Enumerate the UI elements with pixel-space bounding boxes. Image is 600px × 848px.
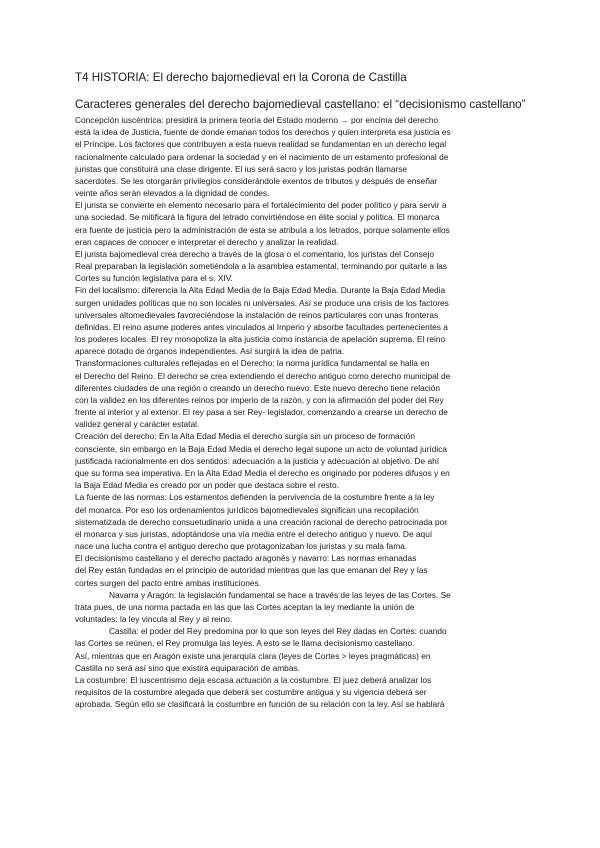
text-line: justificada racionalmente en dos sentidos: adecuación a la justicia y adecuación al objetivo. De ahí (75, 455, 440, 466)
text-line: sistematizada de derecho consuetudinario unida a una creación racional de derecho patrocinada por (75, 516, 448, 527)
text-line: era fuente de justicia pero la administración de esta se atribuía a los letrados, porque solamente ellos (75, 224, 450, 235)
text-line: diferentes ciudades de una región o creando un derecho nuevo. Este nuevo derecho tiene relación (75, 382, 441, 393)
text-line: aprobada. Según ello se clasificará la costumbre en función de su relación con la ley. Así se hablará (75, 699, 445, 710)
text-line: Transformaciones culturales reflejadas en el Derecho: la norma jurídica fundamental se halla en (75, 358, 430, 369)
text-line: juristas que constituirá una clase dirigente. El ius será sacro y los juristas podrán llamarse (75, 163, 408, 174)
text-line: Real preparaban la legislación sometiéndola a la asamblea estamental, terminando por quitarle a las (75, 261, 447, 272)
text-line: Así, mientras que en Aragón existe una jerarquía clara (leyes de Cortes > leyes pragmáticas) en (75, 650, 431, 661)
text-line: los poderes locales. El rey monopoliza la alta justicia como instancia de apelación suprema. El reino (75, 334, 446, 345)
text-line: una sociedad. Se mitificará la figura del letrado convirtiéndose en élite social y política. El monarca (75, 212, 440, 223)
body-text (75, 114, 527, 710)
text-line: surgen unidades políticas que no son locales ni universales. Así se produce una crisis de los factores (75, 297, 449, 308)
text-line: El decisionismo castellano y el derecho pactado aragonés y navarro: Las normas emanadas (75, 553, 417, 564)
text-line: el Príncipe. Los factores que contribuyen a esta nueva realidad se fundamentan en un derecho legal (75, 139, 447, 150)
text-line: Castilla no será así sino que existirá equiparación de ambas. (75, 662, 300, 673)
text-line: Creación del derecho: En la Alta Edad Media el derecho surgía sin un proceso de formación (75, 431, 415, 442)
text-line: del monarca. Por eso los ordenamientos jurídicos bajomedievales significan una recopilación (75, 504, 419, 515)
text-line: Navarra y Aragón: la legislación fundamental se hace a través de las leyes de las Cortes. Se (109, 589, 451, 600)
text-line: El jurista bajomedieval crea derecho a través de la glosa o el comentario, los juristas del Consejo (75, 248, 434, 259)
text-line: El jurista se convierte en elemento necesario para el fortalecimiento del poder político y para servir a (75, 200, 447, 211)
text-line: veinte años serán elevados a la dignidad de condes. (75, 188, 270, 199)
text-line: consciente, sin embargo en la Baja Edad Media el derecho legal supone un acto de voluntad jurídica (75, 443, 448, 454)
text-line: las Cortes se reúnen, el Rey promulga las leyes. A esto se le llama decisionismo castellano. (75, 638, 415, 649)
text-line: del Rey están fundadas en el principio de autoridad mientras que las que emanan del Rey y las (75, 565, 428, 576)
text-line: Fin del localismo: diferencia la Alta Edad Media de la Baja Edad Media. Durante la Baja Edad Media (75, 285, 446, 296)
text-line: voluntades: la ley vincula al Rey y al reino. (75, 614, 233, 625)
text-line: aparece dotado de órganos independientes. Así surgirá la idea de patria. (75, 346, 345, 357)
text-line: el Derecho del Reino. El derecho se crea extendiendo el derecho antiguo como derecho municipal de (75, 370, 451, 381)
text-line: universales altomedievales favoreciéndose la instalación de reinos particulares con unas fronteras (75, 309, 439, 320)
text-line: está la idea de Justicia, fuente de donde emanan todos los derechos y quien interpreta esa justicia es (75, 127, 451, 138)
text-line: cortes surgen del pacto entre ambas instituciones. (75, 577, 261, 588)
text-line: La fuente de las normas: Los estamentos defienden la pervivencia de la costumbre frente a la ley (75, 492, 435, 503)
text-line: racionalmente calculado para ordenar la sociedad y en el nacimiento de un estamento profesional de (75, 151, 449, 162)
section-heading: Caracteres generales del derecho bajomedieval castellano: el “decisionismo castellano” (75, 98, 526, 111)
text-line: frente al interior y al exterior. El rey pasa a ser Rey- legislador, comenzando a crearse un derecho de (75, 407, 448, 418)
text-line: Cortes su función legislativa para el s. XIV. (75, 273, 233, 284)
text-line: trata pues, de una norma pactada en las que las Cortes aceptan la ley mediante la unión de (75, 601, 415, 612)
text-line: definidas. El reino asume poderes antes vinculados al Imperio y absorbe facultades pertenecientes a (75, 321, 448, 332)
text-line: la Baja Edad Media es creado por un poder que destaca sobre el resto. (75, 480, 339, 491)
text-line: eran capaces de conocer e interpretar el derecho y analizar la realidad. (75, 236, 339, 247)
text-line: que su forma sea imperativa. En la Alta Edad Media el derecho es originado por poderes difusos y en (75, 467, 450, 478)
text-line: validez general y carácter estatal. (75, 419, 200, 430)
text-line: nace una lucha contra el antiguo derecho que protagonizaban los juristas y su mala fama. (75, 541, 408, 552)
document-title: T4 HISTORIA: El derecho bajomedieval en la Corona de Castilla (75, 71, 407, 84)
text-line: sacerdotes. Se les otorgarán privilegios considerándole exentos de tributos y después de enseñar (75, 175, 438, 186)
text-line: requisitos de la costumbre alegada que deberá ser costumbre antigua y su vigencia deberá ser (75, 687, 427, 698)
text-line: Castilla: el poder del Rey predomina por lo que son leyes del Rey dadas en Cortes: cuando (109, 626, 447, 637)
text-line: el monarca y sus juristas, adoptándose una vía media entre el derecho antiguo y nuevo. De aquí (75, 528, 433, 539)
text-line: Concepción iuscéntrica: presidirá la primera teoría del Estado moderno → por encima del derecho (75, 115, 439, 125)
text-line: La costumbre: El iuscentrismo deja escasa actuación a la costumbre. El juez deberá analizar los (75, 674, 432, 685)
text-line: con la validez en los diferentes reinos por imperio de la razón, y con la afirmación del poder del Rey (75, 394, 444, 405)
